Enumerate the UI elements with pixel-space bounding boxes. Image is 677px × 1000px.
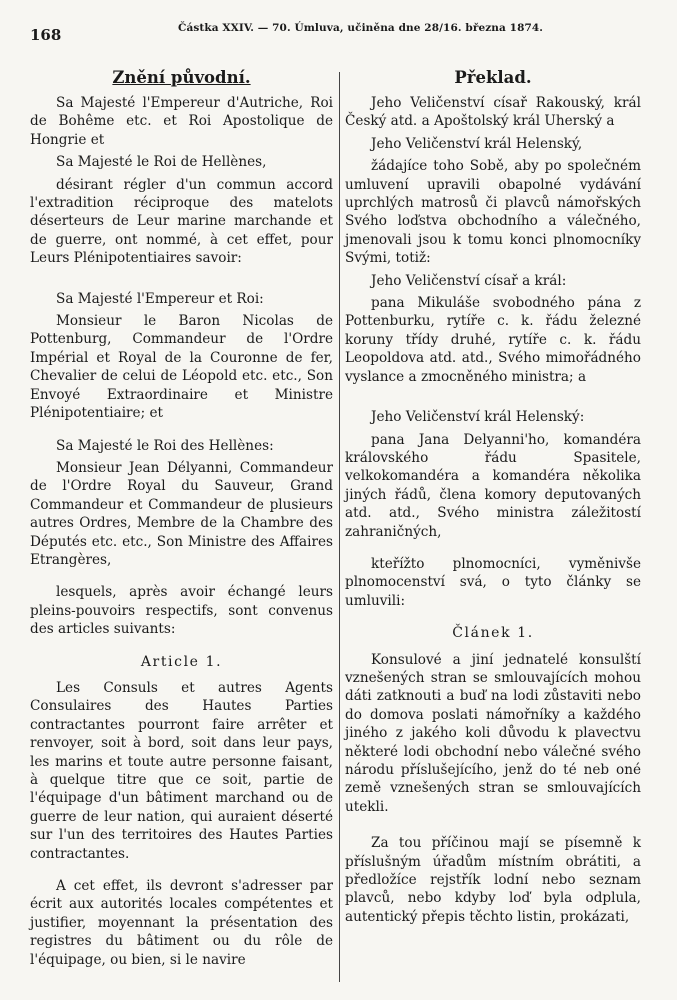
right-paragraph-9: Konsulové a jiní jednatelé konsulští vznešených stran se smlouvajících mohou dáti zatknouti a buď na lodi zůstaviti nebo do domova poslati námořníky a každého jiného z jakého koli důvodu k plavectvu některé lodi obchodní nebo válečné svého národu příslušejícího, jenž do té neb oné země vznešených stran se smlouvajících utekli. bbox=[345, 651, 641, 815]
left-paragraph-1: Sa Majesté l'Empereur d'Autriche, Roi de Bohême etc. et Roi Apostolique de Hongrie et bbox=[30, 95, 333, 148]
left-paragraph-2: Sa Majesté le Roi de Hellènes, bbox=[56, 154, 267, 171]
left-paragraph-9: Les Consuls et autres Agents Consulaires des Hautes Parties contractantes pourront faire arrêter et renvoyer, soit à bord, soit dans leur pays, les marins et toute autre personne faisant, à quelque titre que ce soit, partie de l'équipage d'un bâtiment marchand ou de guerre de leur nation, qui auraient déserté sur l'un des territoires des Hautes Parties contractantes. bbox=[30, 679, 333, 862]
page-number: 168 bbox=[30, 26, 62, 44]
right-article-heading: Článek 1. bbox=[452, 625, 534, 642]
left-paragraph-7: Monsieur Jean Délyanni, Commandeur de l'Ordre Royal du Sauveur, Grand Commandeur et Commandeur de plusieurs autres Ordres, Membre de la Chambre des Députés etc. etc., Son Ministre des Affaires Etrangères, bbox=[30, 459, 333, 568]
left-paragraph-10: A cet effet, ils devront s'adresser par écrit aux autorités locales compétentes et justifier, moyennant la présentation des registres du bâtiment ou du rôle de l'équipage, ou bien, si le navire bbox=[30, 878, 333, 968]
left-paragraph-5: Monsieur le Baron Nicolas de Pottenburg, Commandeur de l'Ordre Impérial et Royal de la Couronne de fer, Chevalier de celui de Léopold etc. etc., Son Envoyé Extraordinaire et Ministre Plénipotentiaire; et bbox=[30, 313, 333, 422]
right-paragraph-2: Jeho Veličenství král Helenský, bbox=[371, 135, 583, 152]
right-paragraph-5: pana Mikuláše svobodného pána z Pottenburku, rytíře c. k. řádu železné koruny třídy druhé, rytíře c. k. řádu Leopoldova atd. atd., Svého mimořádného vyslance a zmocněného ministra; a bbox=[345, 295, 641, 385]
original-text-column bbox=[30, 68, 333, 973]
left-paragraph-8: lesquels, après avoir échangé leurs pleins-pouvoirs respectifs, sont convenus des articles suivants: bbox=[30, 584, 333, 638]
left-paragraph-4: Sa Majesté l'Empereur et Roi: bbox=[56, 290, 264, 307]
right-paragraph-6: Jeho Veličenství král Helenský: bbox=[371, 409, 585, 426]
translation-column bbox=[345, 68, 641, 930]
right-paragraph-7: pana Jana Delyanni'ho, komandéra královského řádu Spasitele, velkokomandéra a komandéra několika jiných řádů, člena komory deputovaných atd. atd., Svého ministra záležitostí zahraničných, bbox=[345, 431, 641, 540]
right-paragraph-3: žádajíce toho Sobě, aby po společném umluvení upravili obapolné vydávání uprchlých matrosů či plavců námořských Svého loďstva obchodního a válečného, jmenovali jsou k tomu konci plnomocníky Svými, totiž: bbox=[345, 158, 641, 267]
right-paragraph-10: Za tou příčinou mají se písemně k příslušným úřadům místním obrátiti, a předložíce rejstřík lodní nebo seznam plavců, nebo kdyby loď byla odplula, autentický přepis těchto listin, prokázati, bbox=[345, 835, 641, 925]
running-head: Částka XXIV. — 70. Úmluva, učiněna dne 28/16. března 1874. bbox=[178, 22, 544, 34]
left-article-heading: Article 1. bbox=[140, 653, 223, 670]
translation-title: Překlad. bbox=[454, 68, 532, 87]
right-paragraph-4: Jeho Veličenství císař a král: bbox=[371, 272, 567, 289]
left-paragraph-3: désirant régler d'un commun accord l'extradition réciproque des matelots déserteurs de Leur marine marchande et de guerre, ont nommé, à cet effet, pour Leurs Plénipotentiaires savoir: bbox=[30, 176, 333, 267]
right-paragraph-8: kteřížto plnomocníci, vyměnivše plnomocenství svá, o tyto články se umluvili: bbox=[345, 555, 641, 609]
right-paragraph-1: Jeho Veličenství císař Rakouský, král Český atd. a Apoštolský král Uherský a bbox=[345, 95, 641, 130]
left-paragraph-6: Sa Majesté le Roi des Hellènes: bbox=[56, 437, 274, 454]
original-text-title: Znění původní. bbox=[112, 68, 251, 87]
column-divider bbox=[339, 72, 340, 982]
